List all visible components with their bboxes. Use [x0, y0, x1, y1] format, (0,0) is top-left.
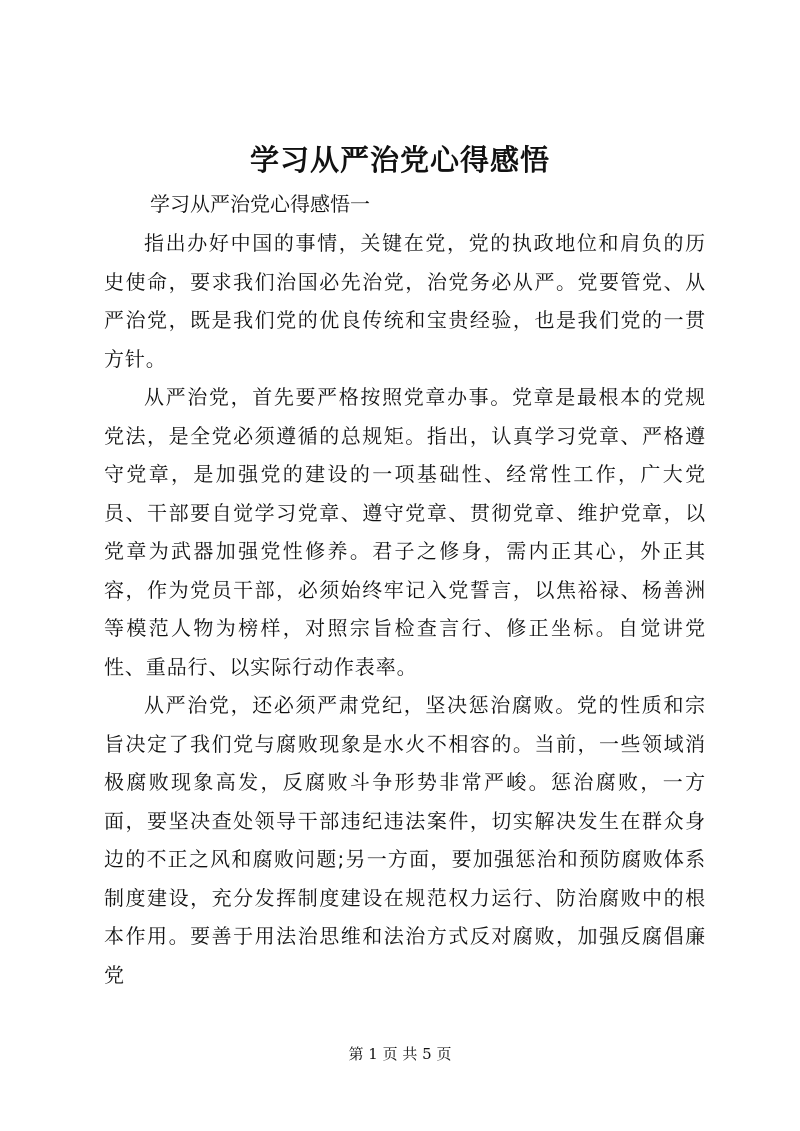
paragraph: 指出办好中国的事情，关键在党，党的执政地位和肩负的历史使命，要求我们治国必先治党，治党务必从严。党要管党、从严治党，既是我们党的优良传统和宝贵经验，也是我们党的一贯方针。: [104, 231, 706, 371]
document-subtitle: 学习从严治党心得感悟一: [150, 192, 370, 216]
document-body: [104, 224, 706, 994]
paragraph: 从严治党，首先要严格按照党章办事。党章是最根本的党规党法，是全党必须遵循的总规矩。指出，认真学习党章、严格遵守党章，是加强党的建设的一项基础性、经常性工作，广大党员、干部要自觉学习党章、遵守党章、贯彻党章、维护党章，以党章为武器加强党性修养。君子之修身，需内正其心，外正其容，作为党员干部，必须始终牢记入党誓言，以焦裕禄、杨善洲等模范人物为榜样，对照宗旨检查言行、修正坐标。自觉讲党性、重品行、以实际行动作表率。: [104, 385, 706, 679]
paragraph: 从严治党，还必须严肃党纪，坚决惩治腐败。党的性质和宗旨决定了我们党与腐败现象是水火不相容的。当前，一些领域消极腐败现象高发，反腐败斗争形势非常严峻。惩治腐败，一方面，要坚决查处领导干部违纪违法案件，切实解决发生在群众身边的不正之风和腐败问题;另一方面，要加强惩治和预防腐败体系制度建设，充分发挥制度建设在规范权力运行、防治腐败中的根本作用。要善于用法治思维和法治方式反对腐败，加强反腐倡廉党: [104, 693, 706, 987]
page-footer: 第 1 页 共 5 页: [348, 1045, 452, 1063]
document-title: 学习从严治党心得感悟: [249, 143, 550, 177]
